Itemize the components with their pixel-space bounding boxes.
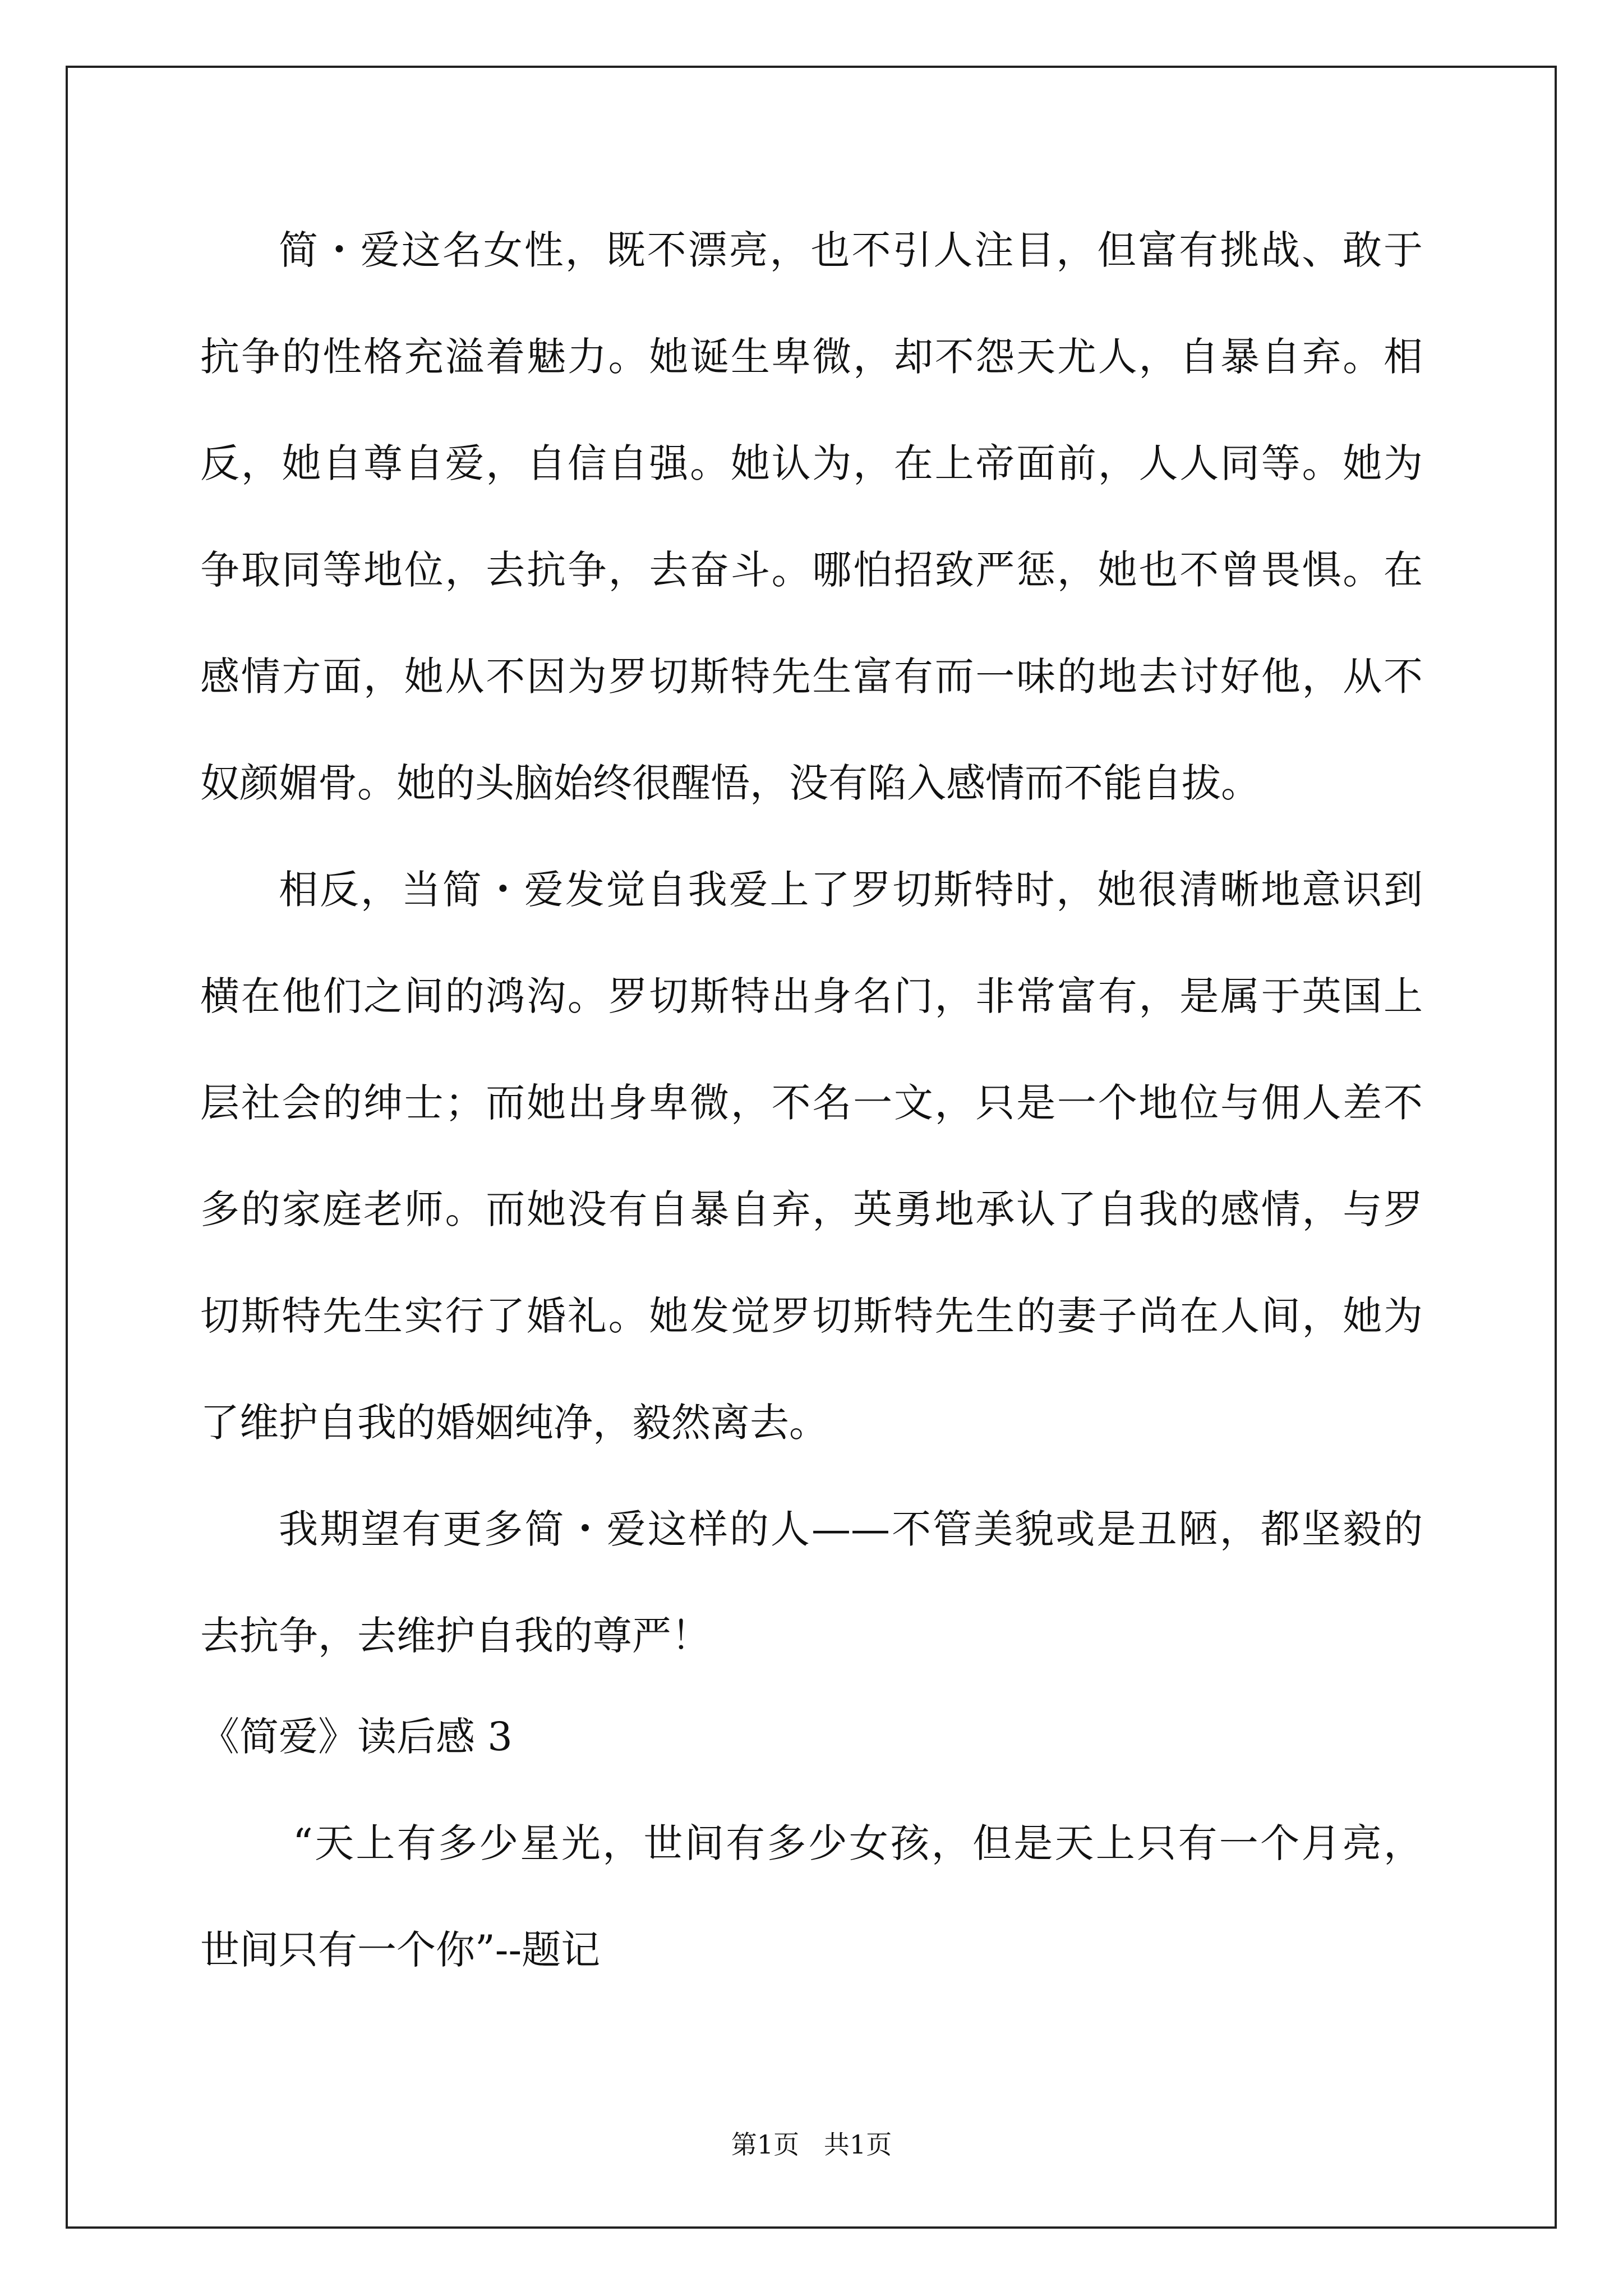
paragraph-2-line-5: 切斯特先生实行了婚礼。她发觉罗切斯特先生的妻子尚在人间，她为: [200, 1293, 1423, 1339]
epigraph-line-2: 世间只有一个你”--题记: [200, 1927, 601, 1973]
section-heading: 《简爱》读后感 3: [200, 1714, 513, 1760]
epigraph-line-1: “天上有多少星光，世间有多少女孩，但是天上只有一个月亮，: [293, 1820, 1423, 1866]
paragraph-2-line-1: 相反，当简・爱发觉自我爱上了罗切斯特时，她很清晰地意识到: [279, 867, 1423, 913]
paragraph-2-line-3: 层社会的绅士；而她出身卑微，不名一文，只是一个地位与佣人差不: [200, 1080, 1423, 1126]
paragraph-3-line-2: 去抗争，去维护自我的尊严！: [200, 1613, 711, 1659]
page-border: [66, 66, 1557, 2229]
paragraph-1-line-3: 反，她自尊自爱，自信自强。她认为，在上帝面前，人人同等。她为: [200, 440, 1423, 486]
paragraph-3-line-1: 我期望有更多简・爱这样的人——不管美貌或是丑陋，都坚毅的: [279, 1506, 1423, 1552]
paragraph-2-line-6: 了维护自我的婚姻纯净，毅然离去。: [200, 1400, 828, 1446]
paragraph-1-line-6: 奴颜媚骨。她的头脑始终很醒悟，没有陷入感情而不能自拔。: [200, 760, 1260, 806]
page-footer: 第1页 共1页: [731, 2129, 892, 2160]
paragraph-1-line-4: 争取同等地位，去抗争，去奋斗。哪怕招致严惩，她也不曾畏惧。在: [200, 547, 1423, 593]
paragraph-2-line-4: 多的家庭老师。而她没有自暴自弃，英勇地承认了自我的感情，与罗: [200, 1186, 1423, 1232]
paragraph-1-line-1: 简・爱这名女性，既不漂亮，也不引人注目，但富有挑战、敢于: [279, 227, 1423, 273]
paragraph-1-line-2: 抗争的性格充溢着魅力。她诞生卑微，却不怨天尤人，自暴自弃。相: [200, 334, 1423, 380]
paragraph-1-line-5: 感情方面，她从不因为罗切斯特先生富有而一味的地去讨好他，从不: [200, 654, 1423, 700]
paragraph-2-line-2: 横在他们之间的鸿沟。罗切斯特出身名门，非常富有，是属于英国上: [200, 973, 1423, 1019]
